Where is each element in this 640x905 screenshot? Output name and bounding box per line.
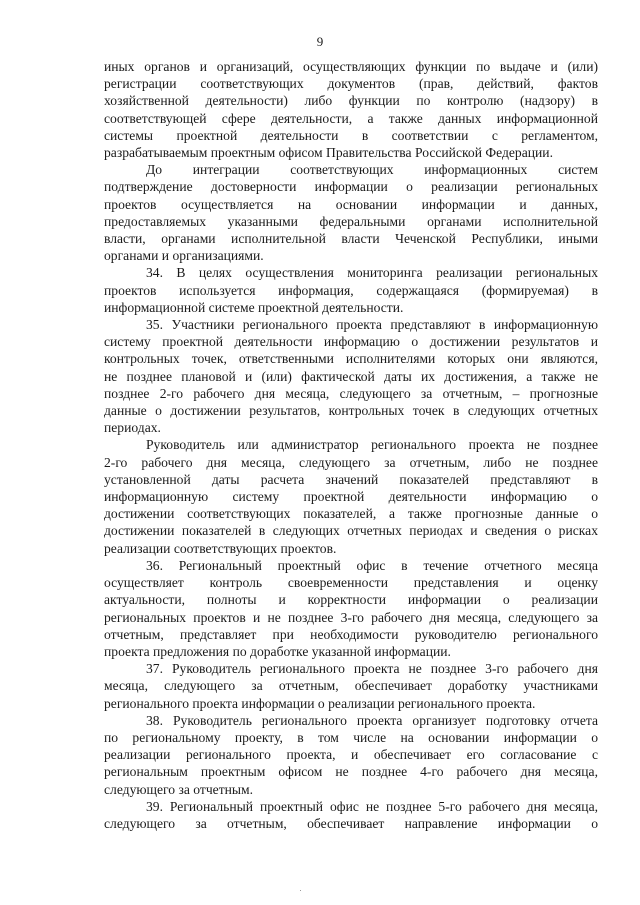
text-line: информационную систему проектной деятельности информацию о <box>104 489 598 505</box>
text-line: позднее 2-го рабочего дня месяца, следующего за отчетным, – прогнозные <box>104 385 598 401</box>
text-line: месяца, следующего за отчетным, обеспечивает доработку участниками <box>104 678 598 694</box>
document-body <box>104 58 598 832</box>
paragraph <box>104 436 598 556</box>
text-line: региональных проектов и не позднее 3-го рабочего дня месяца, следующего за <box>104 609 598 625</box>
paragraph <box>104 798 598 832</box>
paragraph <box>104 264 598 316</box>
text-line: 39. Региональный проектный офис не позднее 5-го рабочего дня месяца, <box>146 798 598 814</box>
text-line: 2-го рабочего дня месяца, следующего за отчетным, либо не позднее <box>104 454 598 470</box>
text-line: периодах. <box>104 420 161 436</box>
text-line: отчетным, представляет при необходимости руководителю регионального <box>104 626 598 642</box>
text-line: хозяйственной деятельности) либо функции по контролю (надзору) в <box>104 93 598 109</box>
paragraph <box>104 316 598 436</box>
text-line: соответствующей сфере деятельности, а также данных информационной <box>104 110 598 126</box>
text-line: следующего за отчетным, обеспечивает направление информации о <box>104 815 598 831</box>
text-line: 34. В целях осуществления мониторинга реализации региональных <box>146 265 598 281</box>
text-line: не позднее плановой и (или) фактической даты их достижения, а также не <box>104 368 598 384</box>
text-line: иных органов и организаций, осуществляющих функции по выдаче и (или) <box>104 59 598 74</box>
text-line: информационной системе проектной деятельности. <box>104 299 404 315</box>
text-line: регионального проекта информации о реализации регионального проекта. <box>104 695 536 711</box>
text-line: контрольных точек, ответственными исполнителями которых они являются, <box>104 351 598 367</box>
paragraph <box>104 161 598 264</box>
text-line: 36. Региональный проектный офис в течение отчетного месяца <box>146 557 598 573</box>
text-line: 38. Руководитель регионального проекта организует подготовку отчета <box>146 712 598 728</box>
text-line: актуальности, полноты и корректности информации о реализации <box>104 592 598 608</box>
scan-speck <box>300 890 301 891</box>
text-line: проекта предложения по доработке указанной информации. <box>104 643 451 659</box>
paragraph <box>104 712 598 798</box>
text-line: достижении показателей в следующих отчетных периодах и сведения о рисках <box>104 523 598 539</box>
text-line: проектов используется информация, содержащаяся (формируемая) в <box>104 282 598 298</box>
text-line: разрабатываемым проектным офисом Правительства Российской Федерации. <box>104 145 553 161</box>
text-line: данные о достижении результатов, контрольных точек в следующих отчетных <box>104 403 598 419</box>
text-line: проектов осуществляется на основании информации и данных, <box>104 196 598 212</box>
text-line: подтверждение достоверности информации о реализации региональных <box>104 179 598 195</box>
text-line: 37. Руководитель регионального проекта не позднее 3-го рабочего дня <box>146 661 598 677</box>
text-line: следующего за отчетным. <box>104 781 254 797</box>
text-line: реализации соответствующих проектов. <box>104 540 337 556</box>
text-line: Руководитель или администратор регионального проекта не позднее <box>146 437 598 453</box>
paragraph <box>104 58 598 161</box>
paragraph <box>104 557 598 660</box>
text-line: установленной даты расчета значений показателей представляют в <box>104 471 598 487</box>
text-line: региональным проектным офисом не позднее 4-го рабочего дня месяца, <box>104 764 598 780</box>
text-line: 35. Участники регионального проекта представляют в информационную <box>146 317 598 333</box>
text-line: системы проектной деятельности в соответствии с регламентом, <box>104 127 598 143</box>
text-line: осуществляет контроль своевременности представления и оценку <box>104 575 598 591</box>
text-line: До интеграции соответствующих информационных систем <box>146 162 598 178</box>
text-line: систему проектной деятельности информацию о достижении результатов и <box>104 334 598 350</box>
paragraph <box>104 660 598 712</box>
text-line: регистрации соответствующих документов (прав, действий, фактов <box>104 76 598 92</box>
text-line: по региональному проекту, в том числе на основании информации о <box>104 729 598 745</box>
text-line: реализации регионального проекта, и обеспечивает его согласование с <box>104 747 598 763</box>
page-number: 9 <box>316 34 324 49</box>
text-line: органами и организациями. <box>104 248 264 264</box>
text-line: предоставляемых указанными федеральными органами исполнительной <box>104 213 598 229</box>
text-line: достижении соответствующих показателей, а также прогнозные данные о <box>104 506 598 522</box>
text-line: власти, органами исполнительной власти Чеченской Республики, иными <box>104 231 598 247</box>
